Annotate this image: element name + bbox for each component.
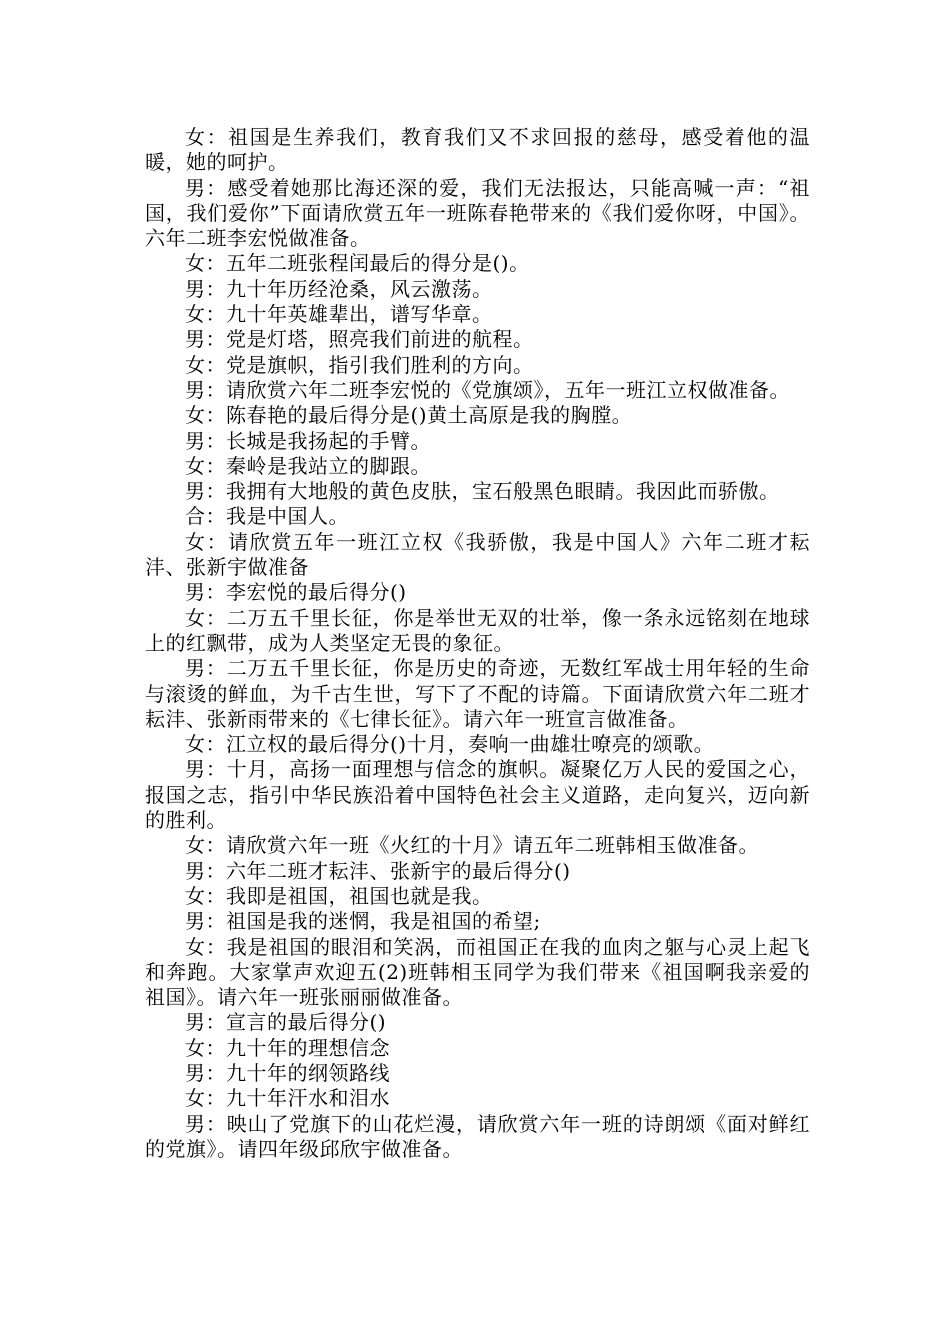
paragraph-4: 男：九十年历经沧桑，风云激荡。	[185, 276, 493, 301]
paragraph-11: 女：秦岭是我站立的脚跟。	[185, 453, 431, 478]
paragraph-2: 男：感受着她那比海还深的爱，我们无法报达，只能高喊一声：“祖国，我们爱你”下面请欣赏五年一班陈春艳带来的《我们爱你呀，中国》。六年二班李宏悦做准备。	[145, 175, 810, 251]
paragraph-26: 女：九十年的理想信念	[185, 1035, 390, 1060]
paragraph-15: 男：李宏悦的最后得分()	[185, 580, 407, 605]
paragraph-24: 女：我是祖国的眼泪和笑涡，而祖国正在我的血肉之躯与心灵上起飞和奔跑。大家掌声欢迎五(2)班韩相玉同学为我们带来《祖国啊我亲爱的祖国》。请六年一班张丽丽做准备。	[145, 934, 810, 1010]
paragraph-21: 男：六年二班才耘沣、张新宇的最后得分()	[185, 858, 571, 883]
paragraph-17: 男：二万五千里长征，你是历史的奇迹，无数红军战士用年轻的生命与滚烫的鲜血，为千古生世，写下了不配的诗篇。下面请欣赏六年二班才耘沣、张新雨带来的《七律长征》。请六年一班宣言做准备。	[145, 656, 810, 731]
paragraph-5: 女：九十年英雄辈出，谱写华章。	[185, 302, 493, 327]
paragraph-19: 男：十月，高扬一面理想与信念的旗帜。凝聚亿万人民的爱国之心，报国之志，指引中华民族沿着中国特色社会主义道路，走向复兴，迈向新的胜利。	[145, 757, 810, 833]
paragraph-7: 女：党是旗帜，指引我们胜利的方向。	[185, 352, 534, 377]
paragraph-20: 女：请欣赏六年一班《火红的十月》请五年二班韩相玉做准备。	[185, 833, 759, 858]
paragraph-18: 女：江立权的最后得分()十月，奏响一曲雄壮嘹亮的颂歌。	[185, 732, 715, 757]
paragraph-9: 女：陈春艳的最后得分是()黄土高原是我的胸膛。	[185, 403, 633, 428]
paragraph-23: 男：祖国是我的迷惘，我是祖国的希望;	[185, 909, 541, 934]
paragraph-29: 男：映山了党旗下的山花烂漫，请欣赏六年一班的诗朗颂《面对鲜红的党旗》。请四年级邱欣宇做准备。	[145, 1111, 810, 1161]
paragraph-1: 女：祖国是生养我们，教育我们又不求回报的慈母，感受着他的温暖，她的呵护。	[145, 125, 810, 175]
paragraph-28: 女：九十年汗水和泪水	[185, 1086, 390, 1111]
paragraph-12: 男：我拥有大地般的黄色皮肤，宝石般黑色眼睛。我因此而骄傲。	[185, 479, 780, 504]
document-body	[145, 125, 810, 1162]
paragraph-16: 女：二万五千里长征，你是举世无双的壮举，像一条永远铭刻在地球上的红飘带，成为人类坚定无畏的象征。	[145, 605, 810, 655]
paragraph-27: 男：九十年的纲领路线	[185, 1060, 390, 1085]
paragraph-25: 男：宣言的最后得分()	[185, 1010, 387, 1035]
paragraph-13: 合：我是中国人。	[185, 504, 349, 529]
paragraph-3: 女：五年二班张程闰最后的得分是()。	[185, 251, 530, 276]
paragraph-8: 男：请欣赏六年二班李宏悦的《党旗颂》，五年一班江立权做准备。	[185, 377, 790, 402]
paragraph-14: 女：请欣赏五年一班江立权《我骄傲，我是中国人》六年二班才耘沣、张新宇做准备	[145, 529, 810, 580]
paragraph-6: 男：党是灯塔，照亮我们前进的航程。	[185, 327, 534, 352]
paragraph-22: 女：我即是祖国，祖国也就是我。	[185, 883, 493, 908]
paragraph-10: 男：长城是我扬起的手臂。	[185, 428, 431, 453]
